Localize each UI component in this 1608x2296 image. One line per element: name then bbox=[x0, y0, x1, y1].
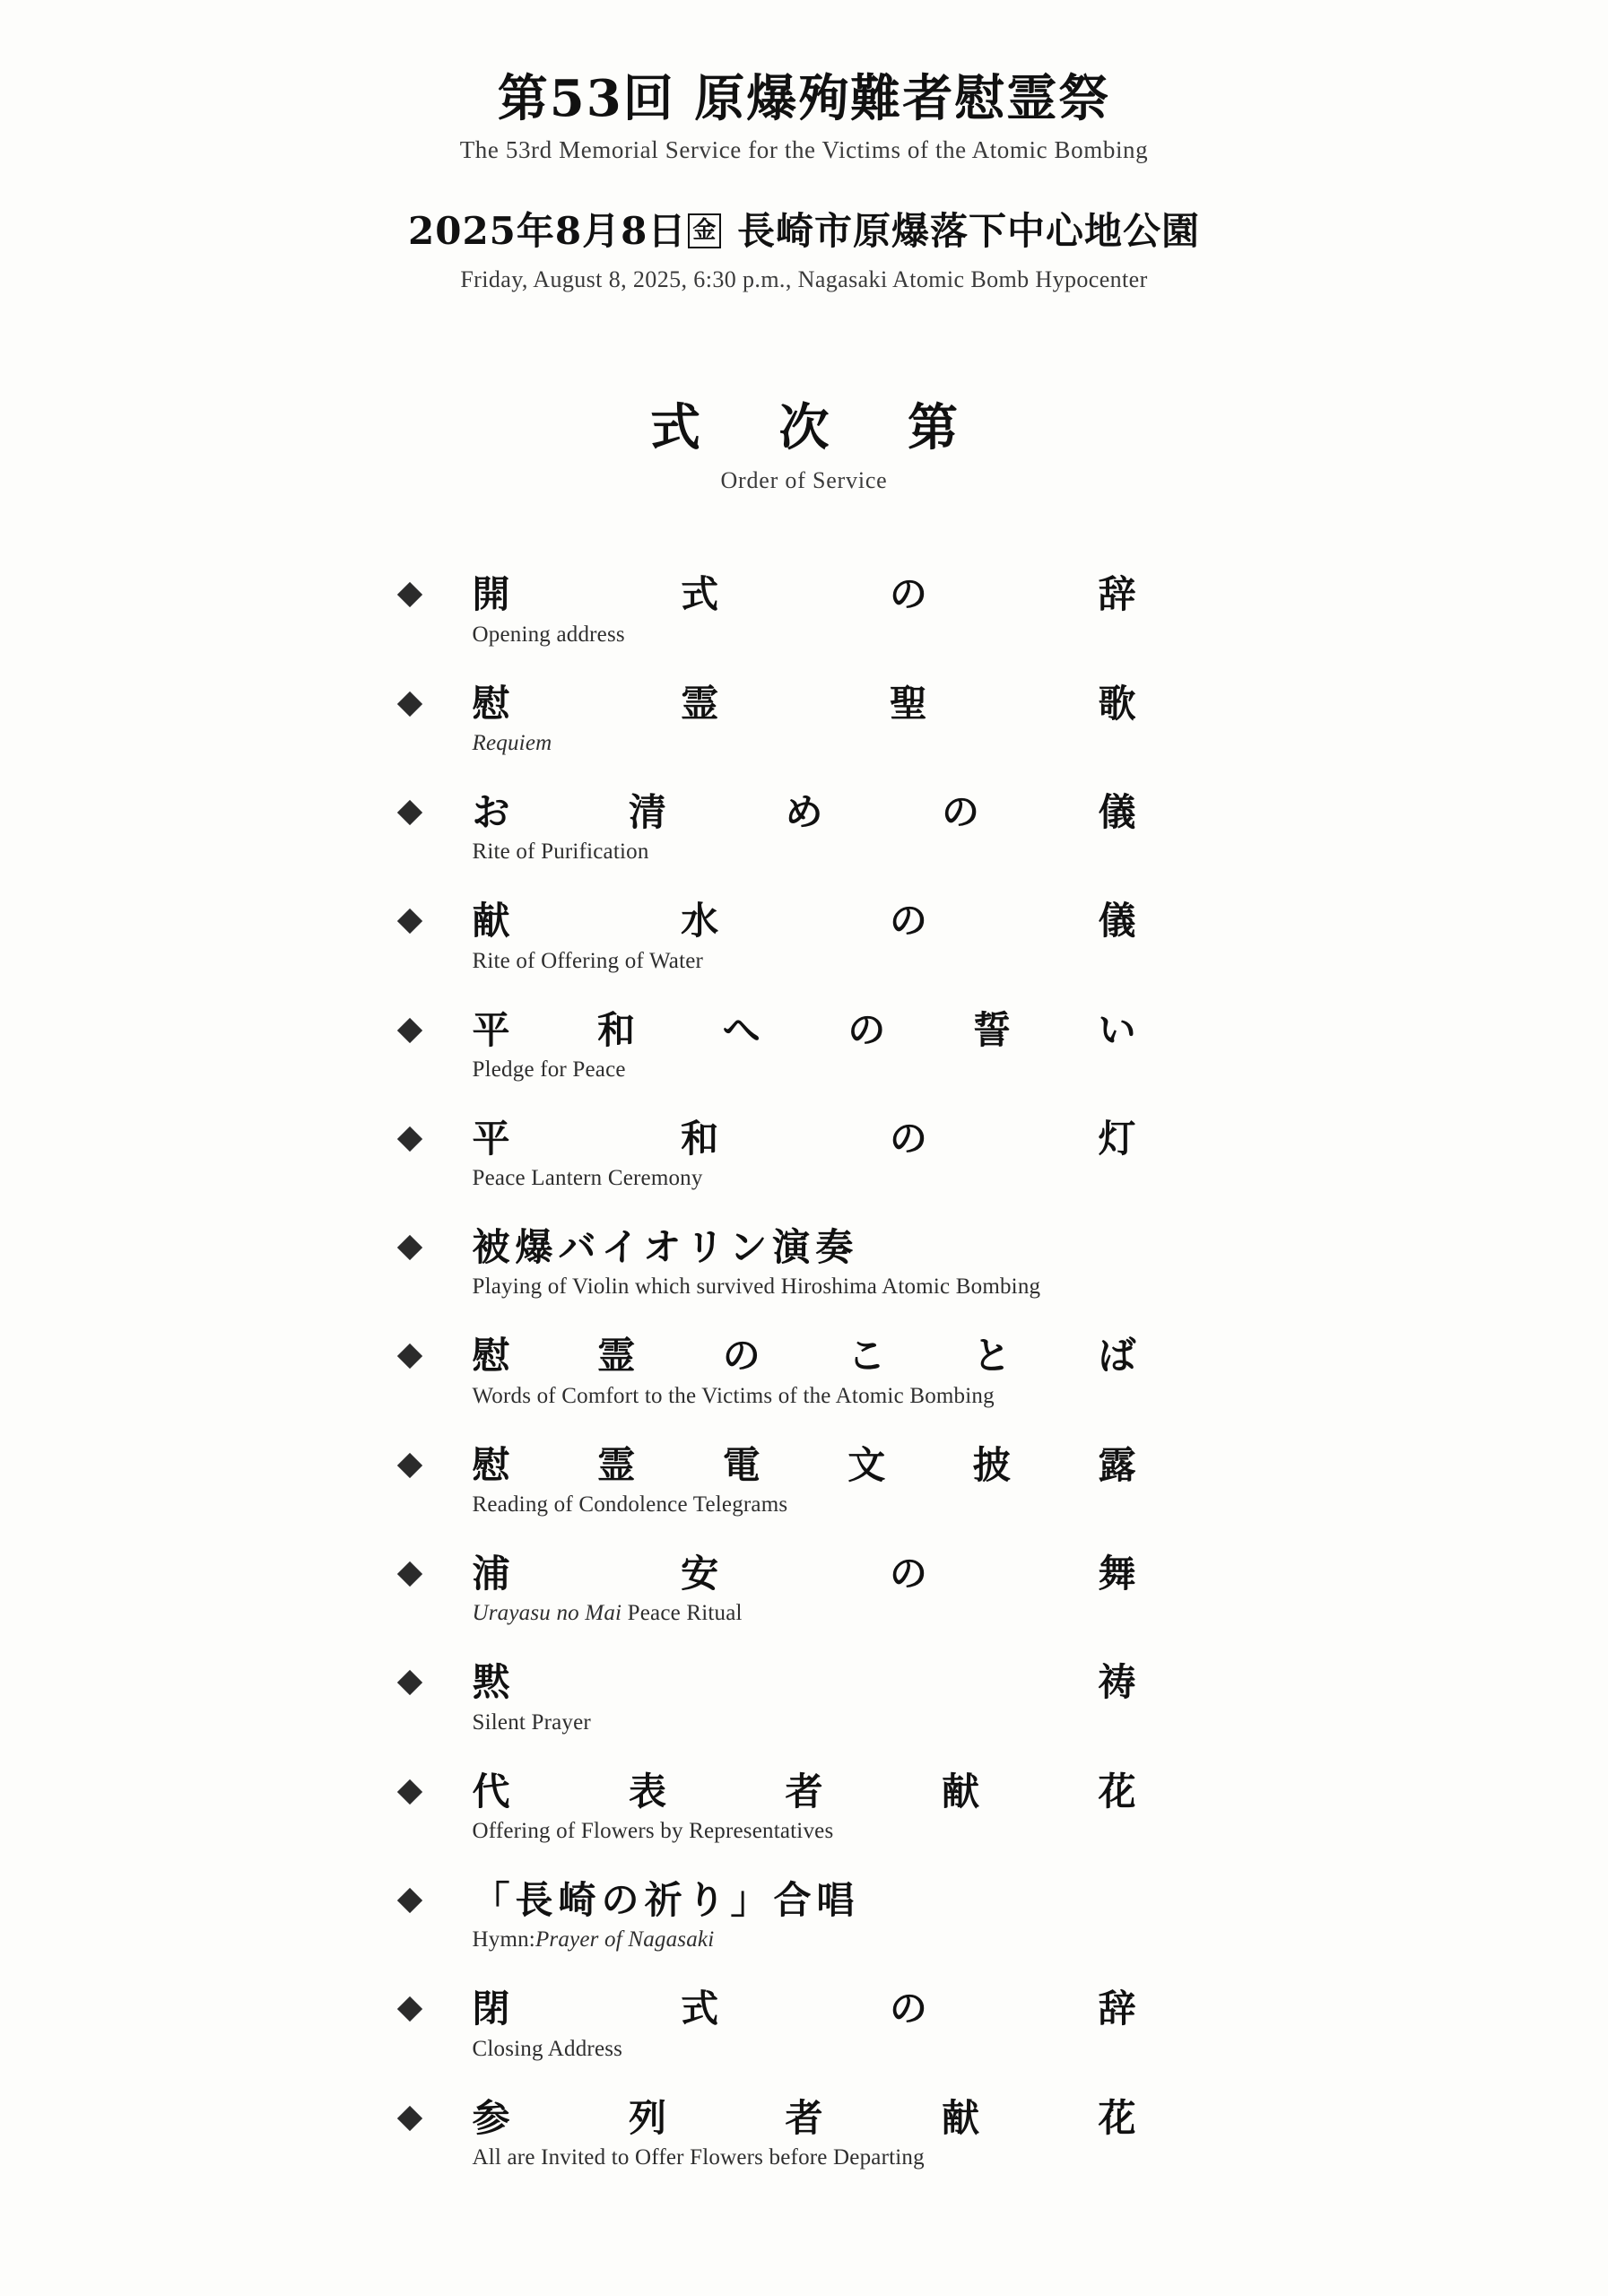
program-item bbox=[473, 791, 1136, 900]
program-item bbox=[473, 683, 1136, 791]
program-item-english: Offering of Flowers by Representatives bbox=[472, 1818, 834, 1843]
diamond-bullet-icon bbox=[396, 1235, 422, 1260]
program-item-english: Pledge for Peace bbox=[472, 1057, 626, 1082]
diamond-bullet-icon bbox=[396, 582, 422, 607]
program-item bbox=[473, 1770, 1136, 1879]
diamond-bullet-icon bbox=[396, 1344, 422, 1369]
program-item bbox=[473, 1444, 1136, 1552]
order-heading-english: Order of Service bbox=[720, 467, 888, 494]
program-item-english: Reading of Condolence Telegrams bbox=[472, 1492, 788, 1518]
program-item-english: All are Invited to Offer Flowers before Departing bbox=[472, 2144, 925, 2170]
program-item-japanese: 慰 霊 聖 歌 bbox=[472, 681, 1136, 726]
event-date-japanese-prefix: 2025年8月8日 bbox=[408, 209, 687, 254]
program-item-english: Rite of Offering of Water bbox=[472, 948, 704, 973]
program-item-japanese: 浦 安 の 舞 bbox=[472, 1552, 1136, 1596]
diamond-bullet-icon bbox=[396, 1453, 422, 1478]
program-item-japanese: お 清 め の 儀 bbox=[472, 789, 1136, 834]
program-item-japanese: 慰 霊 電 文 披 露 bbox=[472, 1442, 1136, 1487]
program-item bbox=[473, 1987, 1136, 2096]
program-list bbox=[0, 573, 1608, 2205]
diamond-bullet-icon bbox=[396, 1888, 422, 1913]
diamond-bullet-icon bbox=[396, 800, 422, 825]
program-item-english: Closing Address bbox=[472, 2036, 623, 2061]
program-item bbox=[473, 1552, 1136, 1661]
program-item-japanese: 平 和 の 灯 bbox=[472, 1116, 1136, 1161]
program-item bbox=[473, 1226, 1136, 1335]
program-item-english: Rite of Purification bbox=[472, 839, 649, 865]
diamond-bullet-icon bbox=[396, 1017, 422, 1042]
program-item-japanese: 慰 霊 の こ と ば bbox=[472, 1334, 1136, 1378]
diamond-bullet-icon bbox=[396, 2105, 422, 2130]
weekday-boxed-label: 金 bbox=[688, 213, 721, 248]
diamond-bullet-icon bbox=[396, 1996, 422, 2022]
program-item bbox=[473, 1335, 1136, 1443]
title-english: The 53rd Memorial Service for the Victims of the Atomic Bombing bbox=[459, 136, 1149, 164]
program-item bbox=[473, 1879, 1136, 1987]
diamond-bullet-icon bbox=[396, 1670, 422, 1695]
program-item-japanese: 開 式 の 辞 bbox=[472, 572, 1136, 617]
program-item-english: Opening address bbox=[472, 622, 625, 647]
order-heading-japanese: 式 次 第 bbox=[650, 398, 988, 458]
diamond-bullet-icon bbox=[396, 909, 422, 934]
program-item bbox=[473, 573, 1136, 682]
program-item bbox=[473, 2097, 1136, 2205]
diamond-bullet-icon bbox=[396, 1561, 422, 1587]
order-of-service-heading bbox=[0, 388, 1608, 494]
program-item-english: Words of Comfort to the Victims of the Atomic Bombing bbox=[472, 1383, 995, 1408]
event-venue-japanese: 長崎市原爆落下中心地公園 bbox=[723, 209, 1200, 254]
program-item-japanese: 献 水 の 儀 bbox=[472, 899, 1136, 944]
program-item-english: Playing of Violin which survived Hiroshima Atomic Bombing bbox=[472, 1274, 1041, 1300]
program-item bbox=[473, 1009, 1136, 1118]
program-item-english: Urayasu no Mai Peace Ritual bbox=[472, 1601, 743, 1626]
program-item-japanese: 「長崎の祈り」合唱 bbox=[472, 1877, 860, 1922]
program-item bbox=[473, 1661, 1136, 1770]
program-item-japanese: 被爆バイオリン演奏 bbox=[472, 1225, 859, 1270]
program-item bbox=[473, 900, 1136, 1008]
program-item-english: Hymn:Prayer of Nagasaki bbox=[472, 1927, 715, 1952]
program-item-english: Peace Lantern Ceremony bbox=[472, 1166, 703, 1191]
diamond-bullet-icon bbox=[396, 1126, 422, 1152]
document-header bbox=[0, 0, 1608, 293]
program-item-japanese: 参 列 者 献 花 bbox=[472, 2095, 1136, 2140]
title-japanese: 第53回 原爆殉難者慰霊祭 bbox=[497, 69, 1111, 128]
event-date-english: Friday, August 8, 2025, 6:30 p.m., Nagasaki Atomic Bomb Hypocenter bbox=[460, 266, 1148, 293]
diamond-bullet-icon bbox=[396, 691, 422, 717]
program-item-japanese: 閉 式 の 辞 bbox=[472, 1987, 1136, 2031]
program-item-japanese: 黙 祷 bbox=[472, 1660, 1136, 1705]
program-item bbox=[473, 1118, 1136, 1226]
diamond-bullet-icon bbox=[396, 1779, 422, 1805]
program-item-japanese: 代 表 者 献 花 bbox=[472, 1769, 1136, 1813]
program-item-japanese: 平 和 へ の 誓 い bbox=[472, 1007, 1136, 1052]
event-date-japanese bbox=[0, 202, 1608, 256]
program-item-english: Requiem bbox=[472, 730, 552, 755]
program-item-english: Silent Prayer bbox=[472, 1709, 591, 1735]
